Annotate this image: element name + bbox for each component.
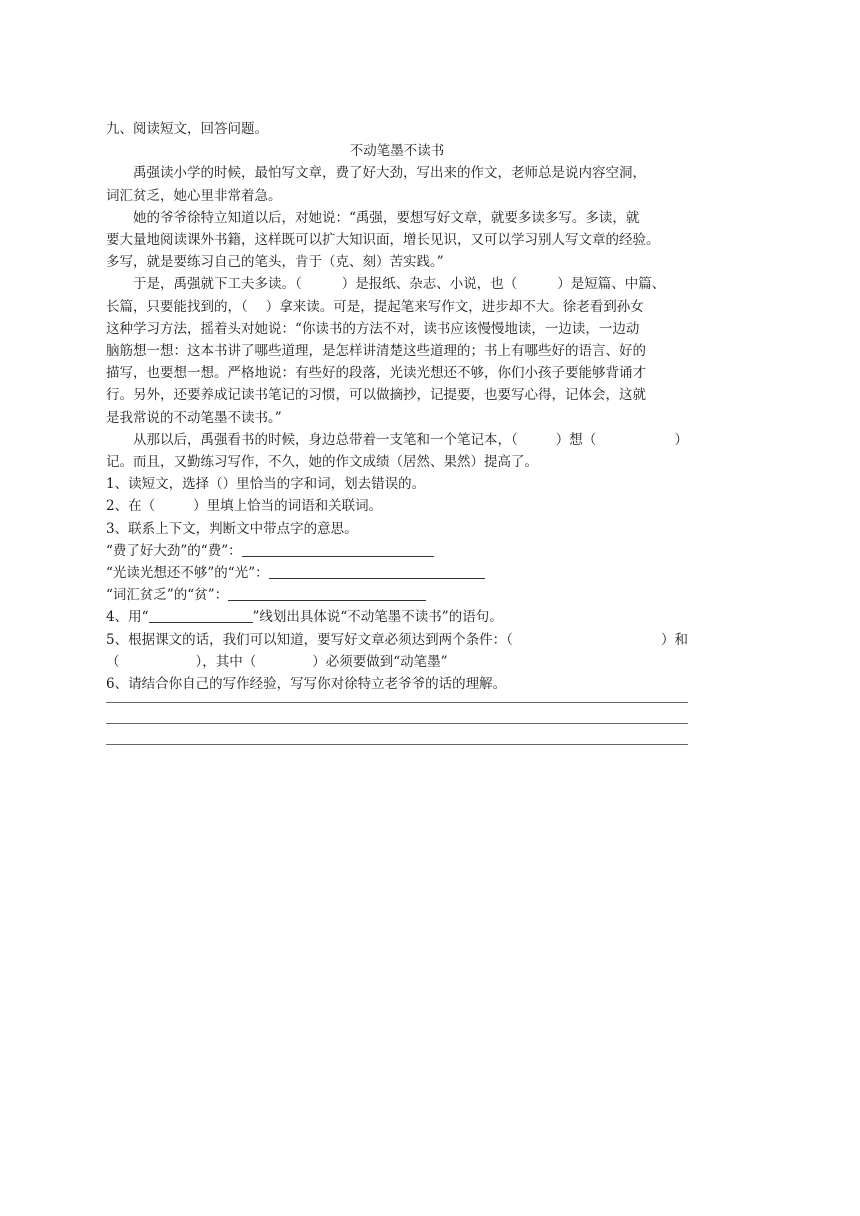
passage-line: 她的爷爷徐特立知道以后，对她说：“禹强，要想写好文章，就要多读多写。多读，就: [133, 209, 640, 226]
question-3-item: “光读光想还不够”的“光”：: [106, 562, 688, 584]
passage-line: 禹强读小学的时候，最怕写文章，费了好大劲，写出来的作文，老师总是说内容空洞，: [133, 165, 646, 182]
answer-area[interactable]: [106, 702, 688, 765]
answer-rule: [106, 702, 688, 703]
worksheet: [106, 118, 688, 695]
passage-line: 要大量地阅读课外书籍，这样既可以扩大知识面，增长见识，又可以学习别人写文章的经验。: [106, 232, 660, 249]
passage-line: 从那以后，禹强看书的时候，身边总带着一支笔和一个笔记本，（ ）想（ ）: [133, 431, 688, 448]
passage-title: 不动笔墨不读书: [349, 143, 445, 160]
question-1: 1、读短文，选择（）里恰当的字和词，划去错误的。: [106, 476, 426, 493]
passage-line: 长篇，只要能找到的，（ ）拿来读。可是，提起笔来写作文，进步却不大。徐老看到孙女: [106, 298, 644, 315]
passage-line: 是我常说的不动笔墨不读书。”: [106, 409, 282, 426]
section-heading: 九、阅读短文，回答问题。: [106, 121, 268, 137]
answer-rule: [106, 723, 688, 724]
passage-line: 这种学习方法，摇着头对她说：“你读书的方法不对，读书应该慢慢地读，一边读，一边动: [106, 320, 640, 337]
question-5: 5、根据课文的话，我们可以知道，要写好文章必须达到两个条件：（ ）和: [106, 631, 688, 648]
question-3-item: “词汇贫乏”的“贫”：: [106, 584, 688, 606]
answer-blank[interactable]: [242, 542, 434, 557]
passage-line: 行。另外，还要养成记读书笔记的习惯，可以做摘抄，记提要，也要写心得，记体会，这就: [106, 387, 646, 404]
passage-line: 脑筋想一想：这本书讲了哪些道理，是怎样讲清楚这些道理的；书上有哪些好的语言、好的: [106, 343, 646, 360]
answer-blank[interactable]: [228, 586, 426, 601]
underline-sample: [149, 608, 253, 623]
question-5-cont: （ ），其中（ ）必须要做到“动笔墨”: [106, 653, 448, 670]
question-3-item: “费了好大劲”的“费”：: [106, 540, 688, 562]
passage-line: 记。而且，又勤练习写作，不久，她的作文成绩（居然、果然）提高了。: [106, 454, 538, 471]
answer-rule: [106, 744, 688, 745]
question-6: 6、请结合你自己的写作经验，写写你对徐特立老爷爷的话的理解。: [106, 676, 507, 693]
passage-line: 词汇贫乏，她心里非常着急。: [106, 187, 282, 204]
passage-line: 多写，就是要练习自己的笔头，肯于（克、刻）苦实践。”: [106, 254, 444, 271]
question-2: 2、在（ ）里填上恰当的词语和关联词。: [106, 498, 383, 515]
passage-line: 描写，也要想一想。严格地说：有些好的段落，光读光想还不够，你们小孩子要能够背诵才: [106, 365, 646, 382]
answer-blank[interactable]: [269, 564, 485, 579]
passage-line: 于是，禹强就下工夫多读。（ ）是报纸、杂志、小说，也（ ）是短篇、中篇、: [133, 276, 666, 293]
question-4: 4、用“ ”线划出具体说“不动笔墨不读书”的语句。: [106, 609, 503, 626]
question-3: 3、联系上下文，判断文中带点字的意思。: [106, 520, 358, 537]
